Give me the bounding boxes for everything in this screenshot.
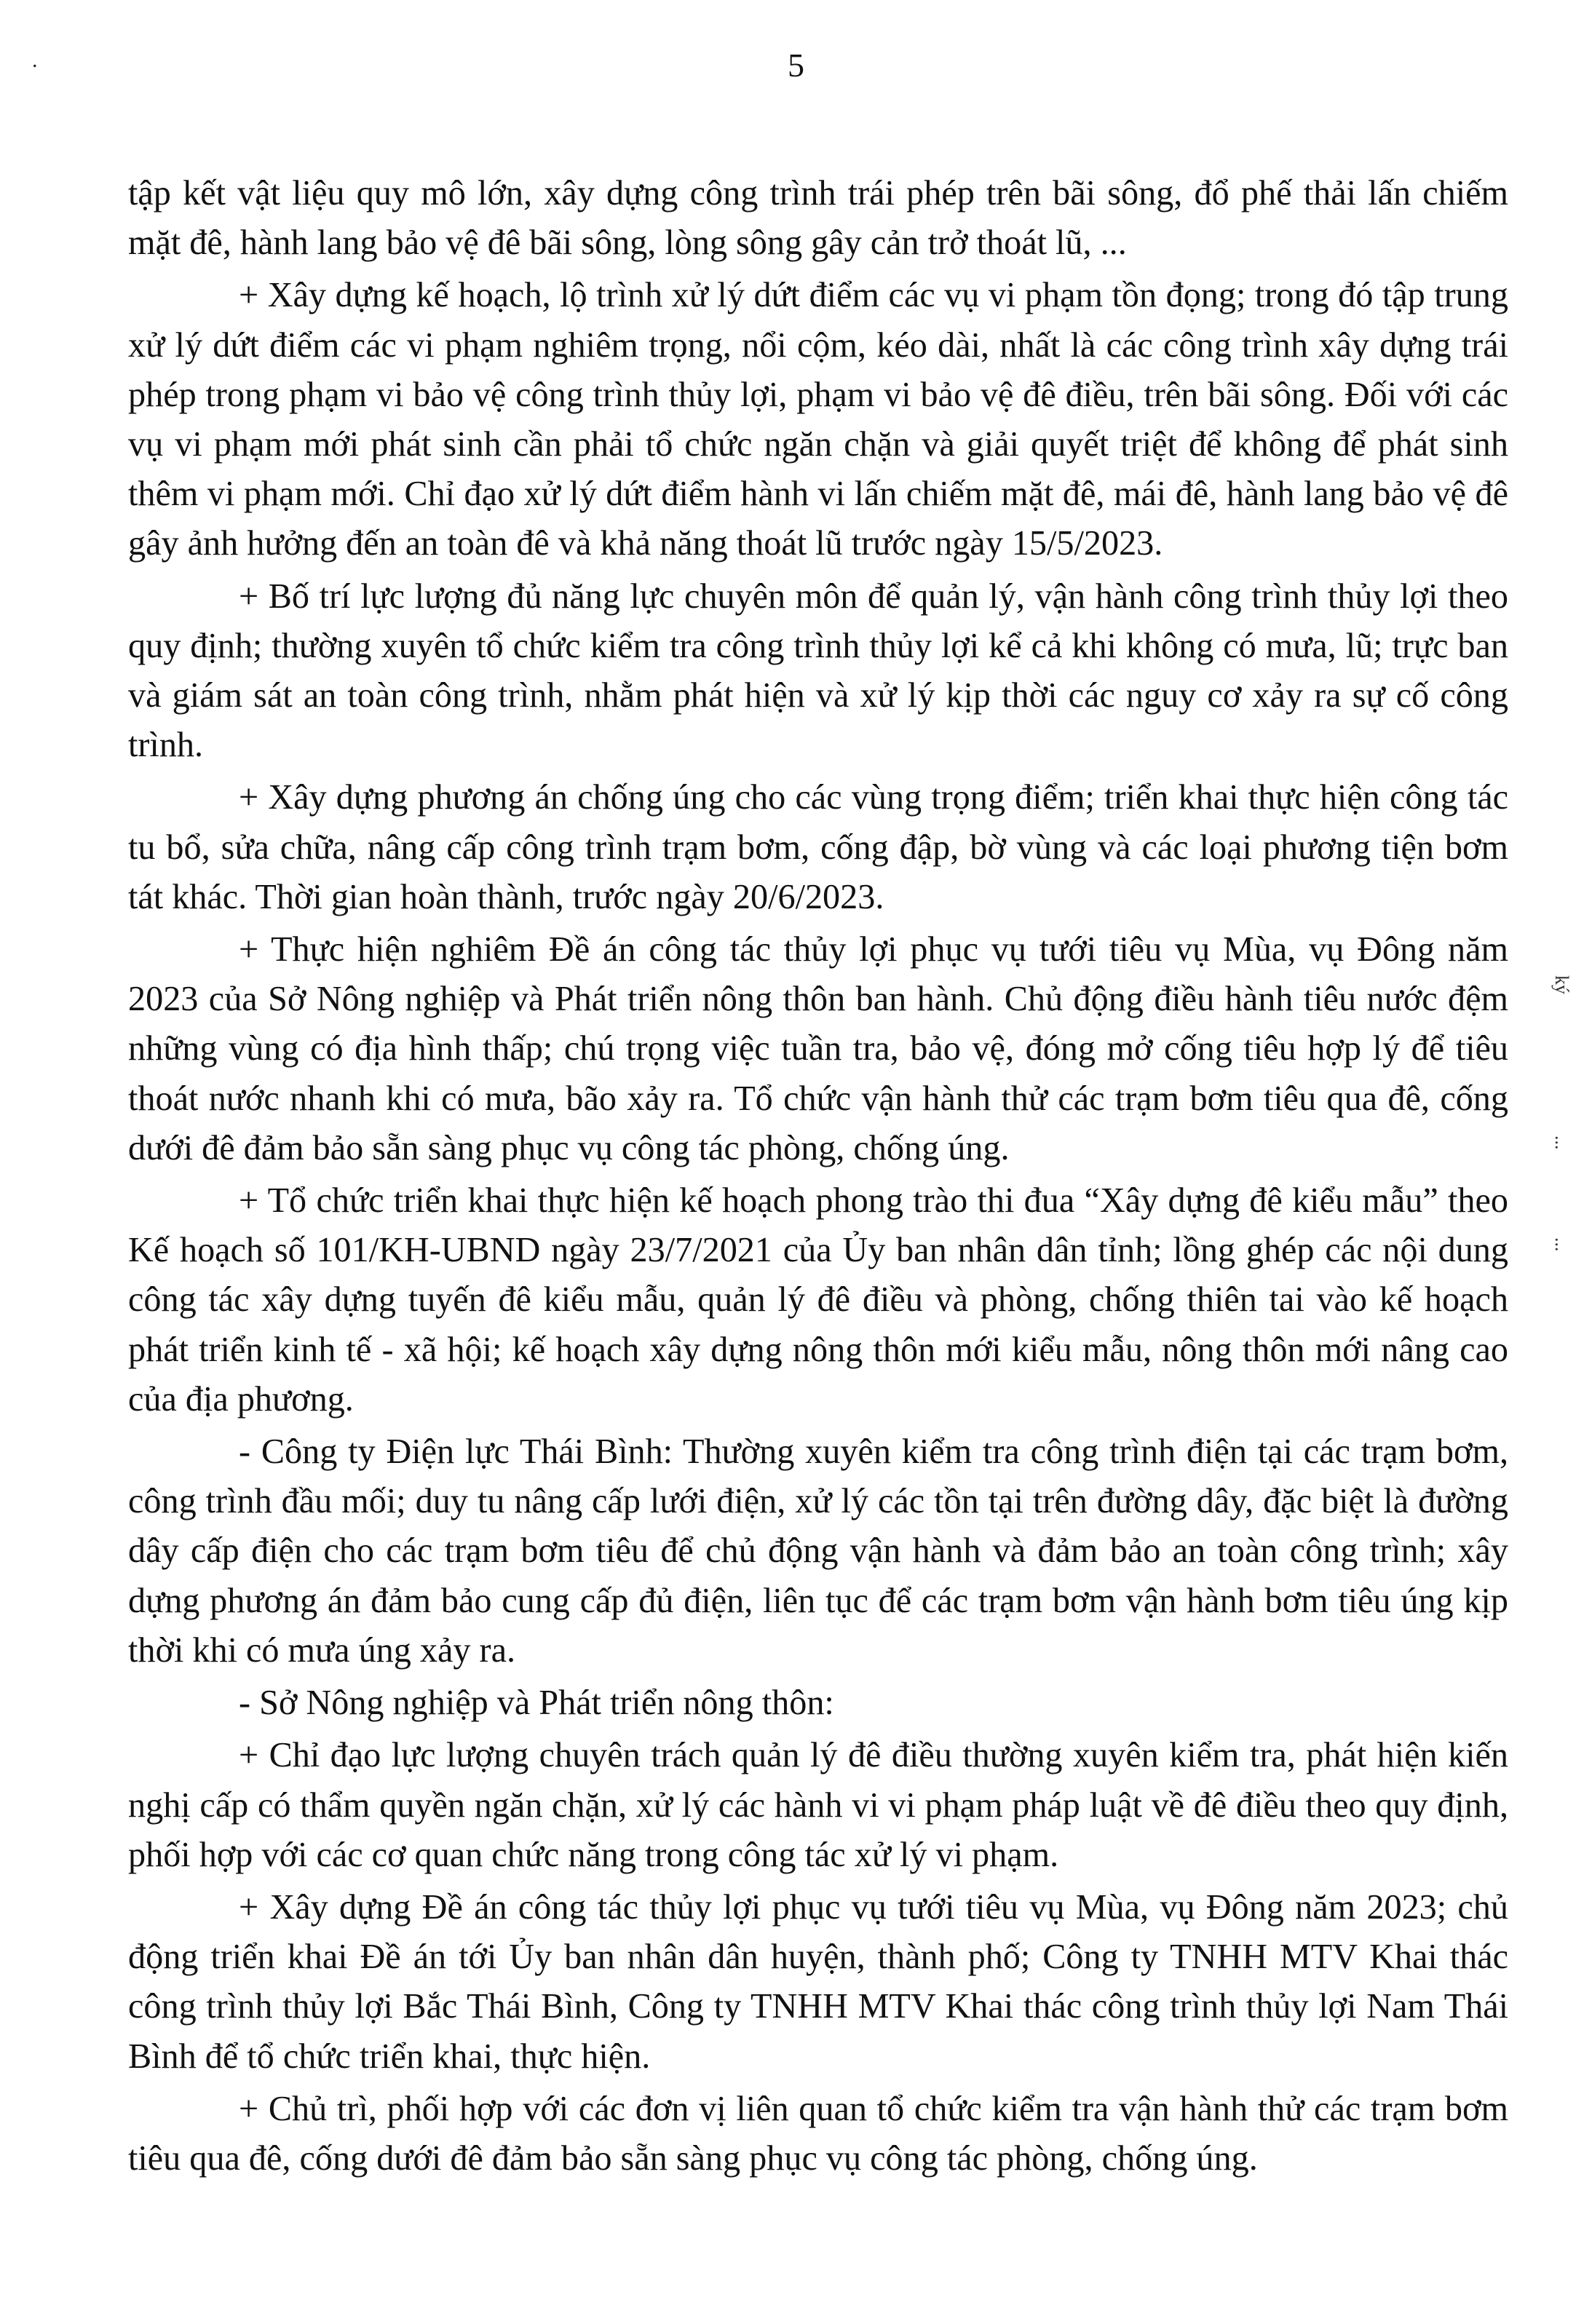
margin-mark-3: ... xyxy=(1551,1237,1572,1252)
corner-mark: . xyxy=(32,48,38,72)
margin-mark-2: ... xyxy=(1551,1135,1572,1150)
margin-mark-1: ký xyxy=(1551,975,1572,994)
paragraph-pump-test: + Chủ trì, phối hợp với các đơn vị liên quan tổ chức kiểm tra vận hành thử các trạm bơm tiêu qua đê, cống dưới đê đảm bảo sẵn sàng phục vụ công tác phòng, chống úng. xyxy=(128,2089,1508,2178)
paragraph-continuation: tập kết vật liệu quy mô lớn, xây dựng công trình trái phép trên bãi sông, đổ phế thải lấn chiếm mặt đê, hành lang bảo vệ đê bãi sông, lòng sông gây cản trở thoát lũ, ... xyxy=(128,174,1508,263)
paragraph-electricity-company: - Công ty Điện lực Thái Bình: Thường xuyên kiểm tra công trình điện tại các trạm bơm, công trình đầu mối; duy tu nâng cấp lưới điện, xử lý các tồn tại trên đường dây, đặc biệt là đường dây cấp điện cho các trạm bơm tiêu để chủ động vận hành và đảm bảo an toàn công trình; xây dựng phương án đảm bảo cung cấp đủ điện, liên tục để các trạm bơm vận hành bơm tiêu úng kịp thời khi có mưa úng xảy ra. xyxy=(128,1432,1508,1670)
paragraph-flood-plan: + Xây dựng phương án chống úng cho các vùng trọng điểm; triển khai thực hiện công tác tu bổ, sửa chữa, nâng cấp công trình trạm bơm, cống đập, bờ vùng và các loại phương tiện bơm tát khác. Thời gian hoàn thành, trước ngày 20/6/2023. xyxy=(128,778,1508,916)
paragraph-model-dyke: + Tổ chức triển khai thực hiện kế hoạch phong trào thi đua “Xây dựng đê kiểu mẫu” theo Kế hoạch số 101/KH-UBND ngày 23/7/2021 của Ủy ban nhân dân tỉnh; lồng ghép các nội dung công tác xây dựng tuyến đê kiểu mẫu, quản lý đê điều và phòng, chống thiên tai vào kế hoạch phát triển kinh tế - xã hội; kế hoạch xây dựng nông thôn mới kiểu mẫu, nông thôn mới nâng cao của địa phương. xyxy=(128,1181,1508,1419)
document-body xyxy=(128,169,1508,2186)
paragraph-dyke-inspection: + Chỉ đạo lực lượng chuyên trách quản lý đê điều thường xuyên kiểm tra, phát hiện kiến nghị cấp có thẩm quyền ngăn chặn, xử lý các hành vi vi phạm pháp luật về đê điều theo quy định, phối hợp với các cơ quan chức năng trong công tác xử lý vi phạm. xyxy=(128,1736,1508,1874)
paragraph-agriculture-department: - Sở Nông nghiệp và Phát triển nông thôn: xyxy=(239,1683,834,1723)
paragraph-handle-violations: + Xây dựng kế hoạch, lộ trình xử lý dứt điểm các vụ vi phạm tồn đọng; trong đó tập trung xử lý dứt điểm các vi phạm nghiêm trọng, nổi cộm, kéo dài, nhất là các công trình xây dựng trái phép trong phạm vi bảo vệ công trình thủy lợi, phạm vi bảo vệ đê điều, trên bãi sông. Đối với các vụ vi phạm mới phát sinh cần phải tổ chức ngăn chặn và giải quyết triệt để không để phát sinh thêm vi phạm mới. Chỉ đạo xử lý dứt điểm hành vi lấn chiếm mặt đê, mái đê, hành lang bảo vệ đê gây ảnh hưởng đến an toàn đê và khả năng thoát lũ trước ngày 15/5/2023. xyxy=(128,276,1508,563)
paragraph-irrigation-project: + Thực hiện nghiêm Đề án công tác thủy lợi phục vụ tưới tiêu vụ Mùa, vụ Đông năm 2023 của Sở Nông nghiệp và Phát triển nông thôn ban hành. Chủ động điều hành tiêu nước đệm những vùng có địa hình thấp; chú trọng việc tuần tra, bảo vệ, đóng mở cống tiêu hợp lý để tiêu thoát nước nhanh khi có mưa, bão xảy ra. Tổ chức vận hành thử các trạm bơm tiêu qua đê, cống dưới đê đảm bảo sẵn sàng phục vụ công tác phòng, chống úng. xyxy=(128,930,1508,1167)
page-number: 5 xyxy=(788,47,804,84)
paragraph-staffing: + Bố trí lực lượng đủ năng lực chuyên môn để quản lý, vận hành công trình thủy lợi theo quy định; thường xuyên tổ chức kiểm tra công trình thủy lợi kể cả khi không có mưa, lũ; trực ban và giám sát an toàn công trình, nhằm phát hiện và xử lý kịp thời các nguy cơ xảy ra sự cố công trình. xyxy=(128,576,1508,765)
paragraph-irrigation-plan: + Xây dựng Đề án công tác thủy lợi phục vụ tưới tiêu vụ Mùa, vụ Đông năm 2023; chủ động triển khai Đề án tới Ủy ban nhân dân huyện, thành phố; Công ty TNHH MTV Khai thác công trình thủy lợi Bắc Thái Bình, Công ty TNHH MTV Khai thác công trình thủy lợi Nam Thái Bình để tổ chức triển khai, thực hiện. xyxy=(128,1887,1508,2076)
